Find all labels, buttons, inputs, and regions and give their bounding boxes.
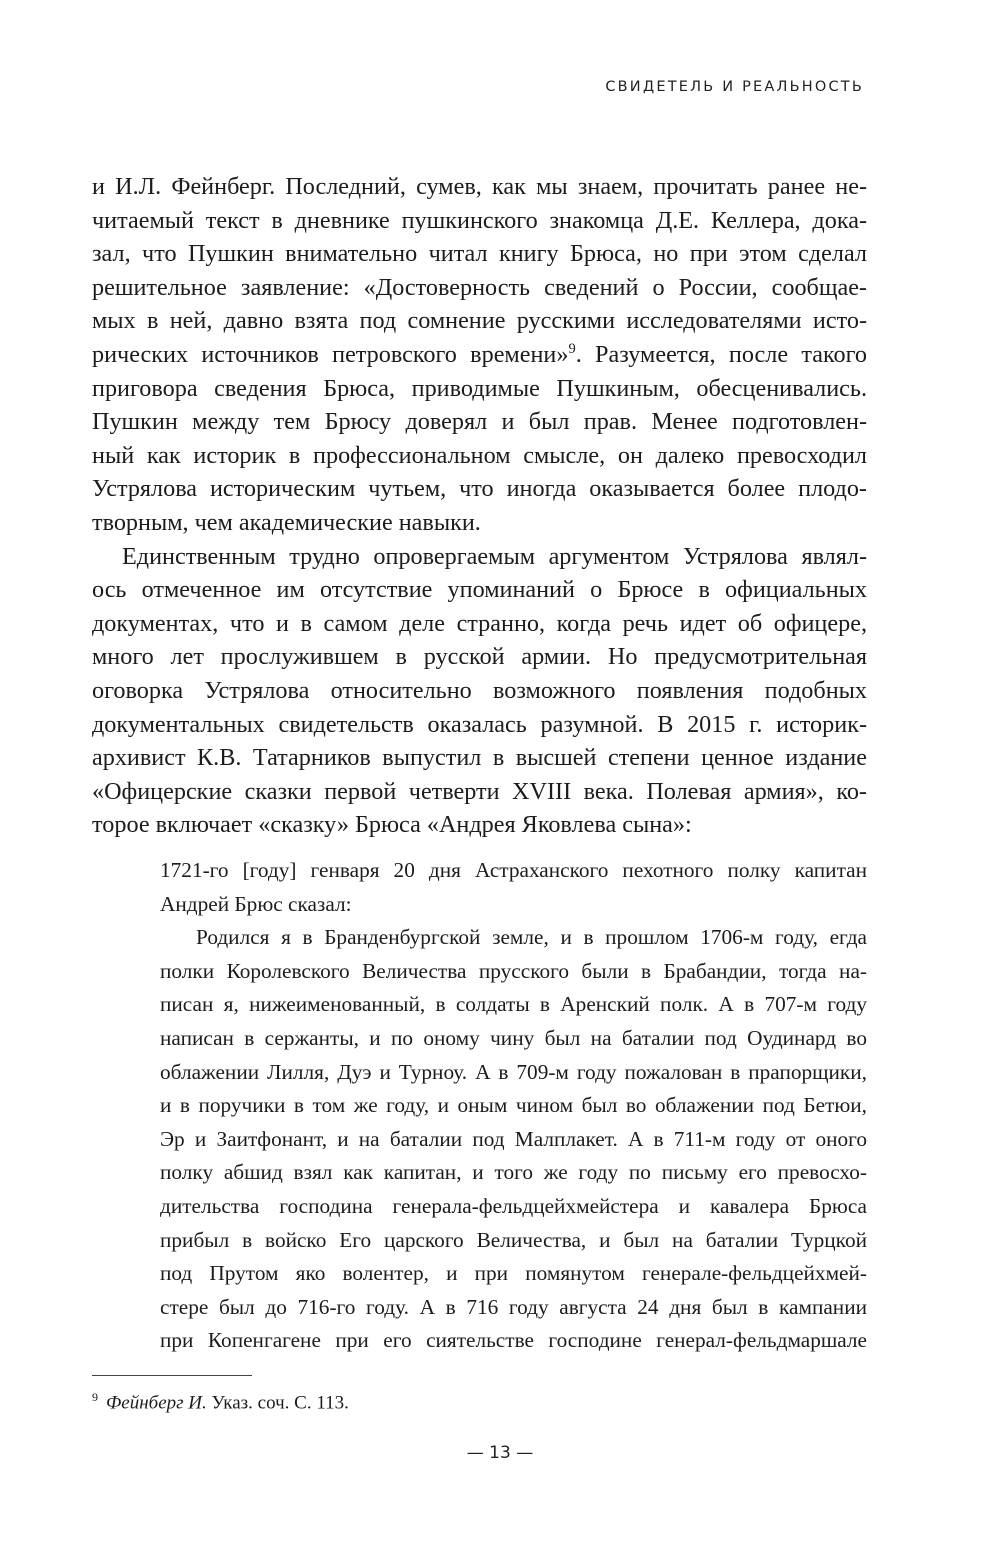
paragraph-2 — [92, 540, 867, 842]
footnote — [92, 1383, 349, 1417]
text-line: Устрялова историческим чутьем, что иногда оказывается более плодо- — [92, 475, 867, 503]
text-line: «Офицерские сказки первой четверти XVIII века. Полевая армия», ко- — [92, 777, 867, 805]
quote-line: полку абшид взял как капитан, и того же году по письму его превосхо- — [160, 1160, 867, 1185]
text-line: Пушкин между тем Брюсу доверял и был прав. Менее подготовлен- — [92, 408, 867, 436]
quote-line: 1721-го [году] генваря 20 дня Астраханского пехотного полку капитан — [160, 858, 867, 882]
text-segment: рических источников петровского времени» — [92, 340, 569, 368]
text-line: торое включает «сказку» Брюса «Андрея Яковлева сына»: — [92, 811, 692, 839]
text-line: документальных свидетельств оказалась разумной. В 2015 г. историк- — [92, 710, 867, 738]
quote-line: при Копенгагене при его сиятельстве господине генерал-фельдмаршале — [160, 1328, 867, 1353]
page-number: — 13 — — [466, 1443, 534, 1463]
block-quote — [160, 854, 867, 1358]
quote-line: полки Королевского Величества прусского были в Брабандии, тогда на- — [160, 958, 867, 983]
paragraph-1 — [92, 170, 867, 540]
footnote-number: 9 — [92, 1390, 98, 1404]
text-line: читаемый текст в дневнике пушкинского знакомца Д.Е. Келлера, дока- — [92, 206, 867, 234]
text-line: решительное заявление: «Достоверность сведений о России, сообщае- — [92, 273, 867, 301]
text-line: творным, чем академические навыки. — [92, 508, 481, 536]
main-text — [92, 170, 867, 842]
text-line: и И.Л. Фейнберг. Последний, сумев, как мы знаем, прочитать ранее не- — [92, 173, 867, 200]
text-line-with-note — [92, 338, 867, 372]
text-line: Единственным трудно опровергаемым аргументом Устрялова являл- — [122, 542, 867, 570]
running-title: СВИДЕТЕЛЬ И РЕАЛЬНОСТЬ — [605, 79, 864, 95]
quote-line: и в поручики в том же году, и оным чином был во облажении под Бетюи, — [160, 1093, 867, 1118]
quote-line: дительства господина генерала-фельдцейхмейстера и кавалера Брюса — [160, 1193, 867, 1218]
text-line: мых в ней, давно взята под сомнение русскими исследователями исто- — [92, 307, 867, 335]
quote-line: прибыл в войско Его царского Величества, и был на баталии Турцкой — [160, 1227, 867, 1252]
text-line: ось отмеченное им отсутствие упоминаний о Брюсе в официальных — [92, 576, 867, 604]
quote-line: под Прутом яко волентер, и при помянутом генерале-фельдцейхмей- — [160, 1261, 867, 1286]
quote-line: писан я, нижеименованный, в солдаты в Аренский полк. А в 707-м году — [160, 992, 867, 1017]
footnote-reference[interactable]: 9 — [568, 340, 576, 357]
quote-line: стере был до 716-го году. А в 716 году августа 24 дня был в кампании — [160, 1294, 867, 1319]
text-line: оговорка Устрялова относительно возможного появления подобных — [92, 676, 867, 704]
text-line: документах, что и в самом деле странно, когда речь идет об офицере, — [92, 609, 867, 637]
footnote-author: Фейнберг И. — [106, 1392, 207, 1414]
text-line: ный как историк в профессиональном смысле, он далеко превосходил — [92, 441, 867, 469]
quote-line: Родился я в Бранденбургской земле, и в прошлом 1706-м году, егда — [196, 925, 867, 950]
text-line: зал, что Пушкин внимательно читал книгу Брюса, но при этом сделал — [92, 240, 867, 268]
text-line: приговора сведения Брюса, приводимые Пушкиным, обесценивались. — [92, 374, 867, 402]
quote-line: Андрей Брюс сказал: — [160, 891, 352, 916]
footnote-text: Указ. соч. С. 113. — [206, 1392, 349, 1414]
quote-line: облажении Лилля, Дуэ и Турноу. А в 709-м году пожалован в прапорщики, — [160, 1059, 867, 1084]
quote-line: написан в сержанты, и по оному чину был на баталии под Оудинард во — [160, 1025, 867, 1050]
text-segment: . Разумеется, после такого — [575, 340, 867, 368]
text-line: архивист К.В. Татарников выпустил в высшей степени ценное издание — [92, 744, 867, 772]
text-line: много лет прослужившем в русской армии. Но предусмотрительная — [92, 643, 867, 671]
footnote-divider — [92, 1375, 252, 1376]
quote-line: Эр и Заитфонант, и на баталии под Малплакет. А в 711-м году от оного — [160, 1126, 867, 1151]
